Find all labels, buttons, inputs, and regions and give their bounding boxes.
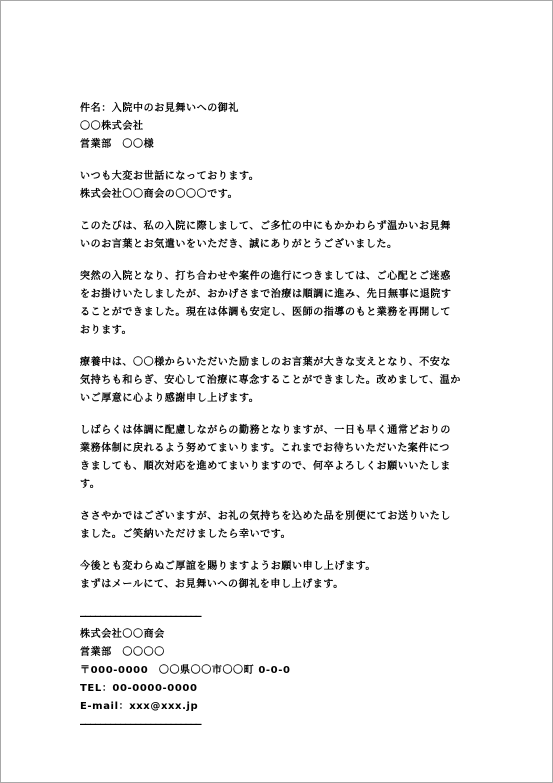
signature-name: 営業部 〇〇〇〇 xyxy=(80,647,165,658)
recipient-name: 営業部 〇〇様 xyxy=(80,139,155,150)
greeting-line: 株式会社〇〇商会の〇〇〇です。 xyxy=(80,189,239,200)
paragraph-line: をお掛けいたしましたが、おかげさまで治療は順調に進み、先日無事に退院す xyxy=(80,289,452,300)
signature-divider-top: ―――――――――――――――――――――――― xyxy=(80,611,201,622)
signature-address: 〒000-0000 〇〇県〇〇市〇〇町 0-0-0 xyxy=(80,665,291,676)
recipient-company: 〇〇株式会社 xyxy=(80,121,144,132)
paragraph-line: 突然の入院となり、打ち合わせや案件の進行につきましては、ご心配とご迷惑 xyxy=(80,271,451,282)
signature-tel: TEL：00-0000-0000 xyxy=(80,683,198,694)
greeting-line: いつも大変お世話になっております。 xyxy=(80,171,260,182)
paragraph-line: まずはメールにて、お見舞いへの御礼を申し上げます。 xyxy=(80,579,344,590)
letter-body xyxy=(80,100,520,734)
paragraph-line: しばらくは体調に配慮しながらの勤務となりますが、一日も早く通常どおりの xyxy=(80,425,451,436)
signature-company: 株式会社〇〇商会 xyxy=(80,629,165,640)
paragraph-line: 業務体制に戻れるよう努めてまいります。これまでお待ちいただいた案件につ xyxy=(80,443,450,454)
signature-email: E-mail：xxx@xxx.jp xyxy=(80,701,199,712)
paragraph-line: このたびは、私の入院に際しまして、ご多忙の中にもかかわらず温かいお見舞 xyxy=(80,221,451,232)
signature-divider-bottom: ―――――――――――――――――――――――― xyxy=(80,719,201,730)
paragraph-line: いのお言葉とお気遣いをいただき、誠にありがとうございました。 xyxy=(80,239,398,250)
paragraph-line: 気持ちも和らぎ、安心して治療に専念することができました。改めまして、温か xyxy=(80,375,461,386)
paragraph-line: 療養中は、〇〇様からいただいた励ましのお言葉が大きな支えとなり、不安な xyxy=(80,357,451,368)
paragraph-line: 今後とも変わらぬご厚誼を賜りますようお願い申し上げます。 xyxy=(80,561,376,572)
paragraph-line: す。 xyxy=(80,479,101,490)
paragraph-line: おります。 xyxy=(80,325,133,336)
paragraph-line: ささやかではございますが、お礼の気持ちを込めた品を別便にてお送りいたし xyxy=(80,511,451,522)
subject-line: 件名：入院中のお見舞いへの御礼 xyxy=(80,103,239,114)
paragraph-line: ることができました。現在は体調も安定し、医師の指導のもと業務を再開して xyxy=(80,307,451,318)
paragraph-line: きましても、順次対応を進めてまいりますので、何卒よろしくお願いいたしま xyxy=(80,461,451,472)
paragraph-line: いご厚意に心より感謝申し上げます。 xyxy=(80,393,260,404)
paragraph-line: ました。ご笑納いただけましたら幸いです。 xyxy=(80,529,292,540)
